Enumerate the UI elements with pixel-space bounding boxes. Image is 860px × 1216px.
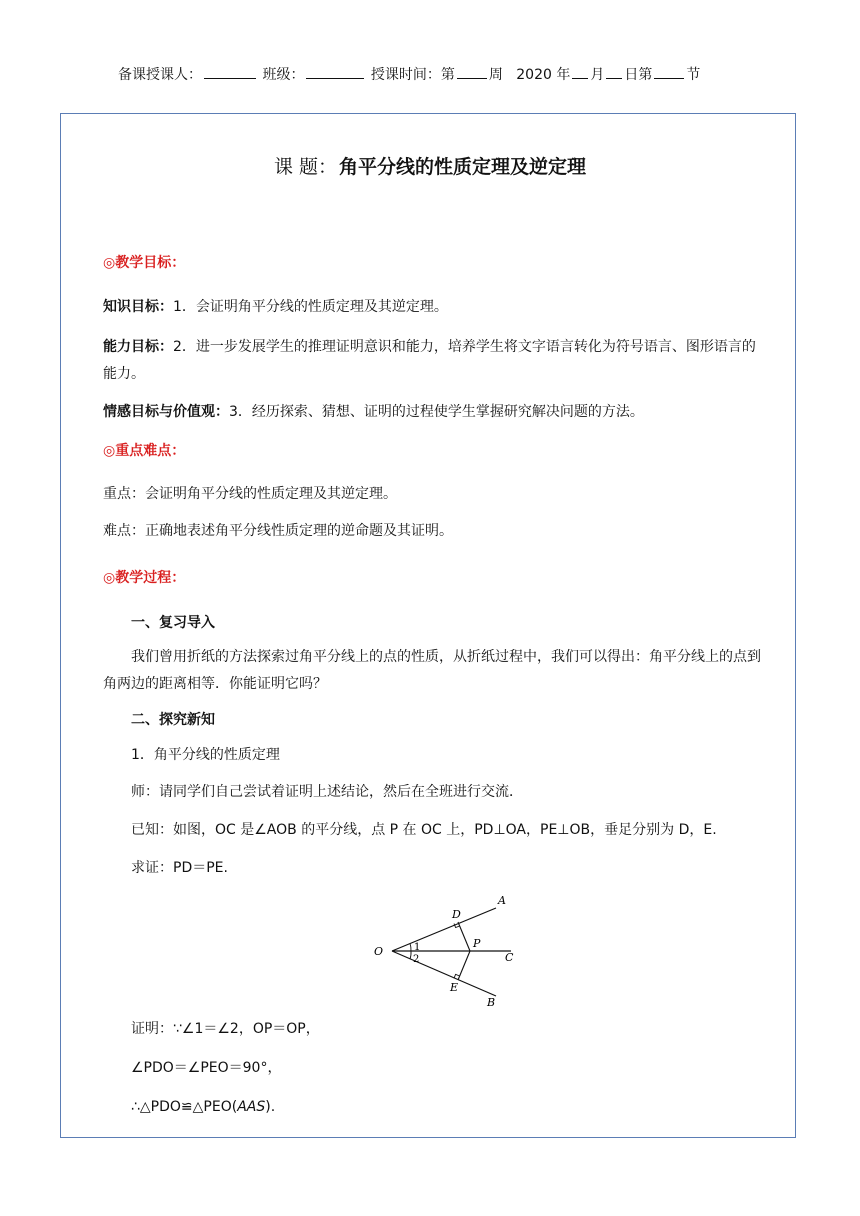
lesson-header [118,64,700,84]
label-e: E [450,981,459,994]
day-label: 日第 [624,67,653,83]
ability-goal-text: 2．进一步发展学生的推理证明意识和能力，培养学生将文字语言转化为符号语言、图形语言的能力。 [103,339,756,382]
time-label: 授课时间：第 [370,67,455,83]
year-label: 2020 年 [516,67,571,83]
month-label: 月 [590,67,605,83]
teacher-instruction: 师：请同学们自己尝试着证明上述结论，然后在全班进行交流． [131,784,523,800]
part2-title: 二、探究新知 [131,712,215,728]
emotion-goal [103,399,763,426]
ability-goal-label: 能力目标： [103,339,173,355]
angle-1-arc [410,944,411,952]
proof-line-3-prefix: ∴△PDO≌△PEO( [131,1099,238,1115]
segment-pd [458,922,470,951]
period-label: 节 [686,67,701,83]
class-blank[interactable] [306,64,364,79]
section-key-points: ◎重点难点： [103,443,186,459]
label-angle-1: 1 [414,942,421,953]
ray-ob [392,951,496,996]
period-blank[interactable] [654,64,684,79]
knowledge-goal [103,294,763,321]
title-label: 课 题： [273,156,338,178]
part1-text: 我们曾用折纸的方法探索过角平分线上的点的性质，从折纸过程中，我们可以得出：角平分线上的点到角两边的距离相等．你能证明它吗？ [103,649,761,692]
proof-line-3-suffix: ). [265,1099,276,1115]
difficulty-point: 难点：正确地表述角平分线性质定理的逆命题及其证明。 [103,523,453,539]
proof-line-2: ∠PDO＝∠PEO＝90°， [131,1060,282,1076]
label-a: A [498,894,506,907]
day-blank[interactable] [606,64,622,79]
ability-goal [103,334,763,388]
angle-bisector-diagram [366,888,526,1008]
part1-title: 一、复习导入 [131,615,215,631]
month-blank[interactable] [572,64,588,79]
week-blank[interactable] [457,64,487,79]
proof-line-1: 证明：∵∠1＝∠2，OP＝OP， [131,1021,320,1037]
segment-pe [458,951,470,980]
knowledge-goal-label: 知识目标： [103,299,173,315]
item1-heading: 1．角平分线的性质定理 [131,747,280,763]
label-b: B [487,996,496,1008]
label-d: D [452,908,461,921]
section-goals: ◎教学目标： [103,255,186,271]
angle-2-arc [410,951,411,959]
preparer-blank[interactable] [204,64,256,79]
title-text: 角平分线的性质定理及逆定理 [339,156,587,178]
section-process: ◎教学过程： [103,570,186,586]
proof-reason: AAS [237,1099,266,1115]
focus-point: 重点：会证明角平分线的性质定理及其逆定理。 [103,486,397,502]
knowledge-goal-text: 1．会证明角平分线的性质定理及其逆定理。 [173,299,448,315]
preparer-label: 备课授课人： [118,67,202,83]
given-statement: 已知：如图，OC 是∠AOB 的平分线，点 P 在 OC 上，PD⊥OA，PE⊥OB，垂足分别为 D，E. [131,822,717,838]
class-label: 班级： [262,67,305,83]
prove-statement: 求证：PD＝PE. [131,860,228,876]
label-p: P [473,937,481,950]
label-o: O [374,945,384,958]
emotion-goal-text: 3．经历探索、猜想、证明的过程使学生掌握研究解决问题的方法。 [229,404,644,420]
emotion-goal-label: 情感目标与价值观： [103,404,229,420]
label-c: C [505,951,514,964]
proof-line-3 [131,1094,761,1121]
page-title [0,152,860,179]
label-angle-2: 2 [413,954,420,965]
week-label: 周 [488,67,503,83]
